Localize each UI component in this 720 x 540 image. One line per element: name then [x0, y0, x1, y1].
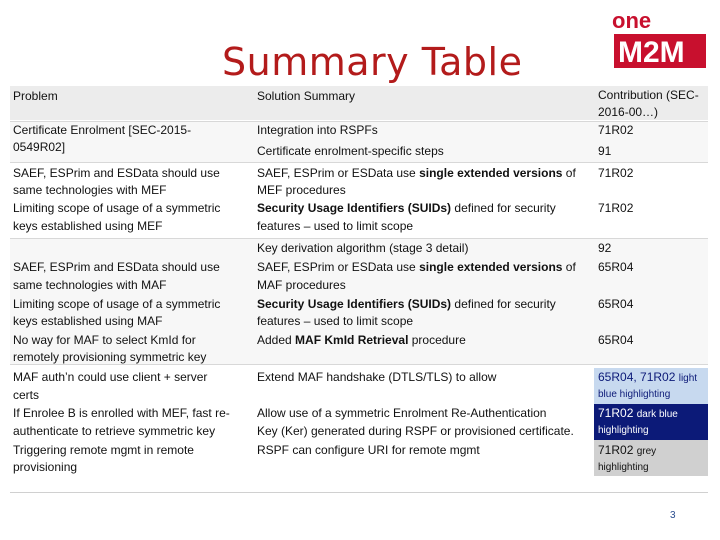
solution-text: features – used to limit scope: [257, 314, 414, 328]
problem-line: 0549R02]: [13, 140, 66, 154]
solution-text: Key (Ker) generated during RSPF or provisioned certificate.: [257, 424, 574, 438]
contribution-value: 91: [598, 144, 612, 158]
solution-text: Security Usage Identifiers (SUIDs) defined for security: [257, 201, 556, 215]
problem-line: remotely provisioning symmetric key: [13, 350, 207, 364]
solution-text: MAF procedures: [257, 278, 346, 292]
solution-text: Extend MAF handshake (DTLS/TLS) to allow: [257, 370, 497, 384]
contribution-value: 65R04: [598, 260, 634, 274]
problem-line: authenticate to retrieve symmetric key: [13, 424, 216, 438]
contribution-note: highlighting: [598, 462, 649, 473]
contribution-value: 71R02: [598, 123, 634, 137]
page-number: 3: [670, 510, 676, 521]
problem-line: same technologies with MAF: [13, 278, 167, 292]
solution-text: MEF procedures: [257, 183, 346, 197]
row-divider: [10, 238, 708, 239]
header-solution: Solution Summary: [257, 89, 356, 103]
page-title: Summary Table: [222, 40, 523, 84]
logo-text-bottom: M2M: [618, 36, 685, 69]
problem-line: keys established using MEF: [13, 219, 163, 233]
problem-line: Triggering remote mgmt in remote: [13, 443, 194, 457]
problem-line: MAF auth’n could use client + server: [13, 370, 208, 384]
contribution-value: 65R04: [598, 297, 634, 311]
problem-line: No way for MAF to select KmId for: [13, 333, 196, 347]
contribution-value: 65R04, 71R02 light: [598, 370, 698, 384]
problem-line: provisioning: [13, 460, 78, 474]
solution-text: SAEF, ESPrim or ESData use single extended versions of: [257, 260, 576, 274]
problem-line: Certificate Enrolment [SEC-2015-: [13, 123, 192, 137]
solution-text: Key derivation algorithm (stage 3 detail): [257, 241, 469, 255]
logo-text-top: one: [612, 8, 652, 33]
row-divider: [10, 162, 708, 163]
contribution-value: 71R02 grey: [598, 443, 657, 457]
solution-text: Security Usage Identifiers (SUIDs) defined for security: [257, 297, 556, 311]
contribution-value: 71R02: [598, 166, 634, 180]
header-contribution-line2: 2016-00…): [598, 105, 659, 119]
solution-text: SAEF, ESPrim or ESData use single extended versions of: [257, 166, 576, 180]
solution-text: RSPF can configure URI for remote mgmt: [257, 443, 480, 457]
footer-divider: [10, 492, 708, 493]
header-problem: Problem: [13, 89, 58, 103]
problem-line: SAEF, ESPrim and ESData should use: [13, 260, 220, 274]
problem-line: keys established using MAF: [13, 314, 163, 328]
problem-line: same technologies with MEF: [13, 183, 167, 197]
problem-line: certs: [13, 388, 40, 402]
problem-line: SAEF, ESPrim and ESData should use: [13, 166, 220, 180]
solution-text: features – used to limit scope: [257, 219, 414, 233]
problem-line: Limiting scope of usage of a symmetric: [13, 297, 221, 311]
solution-text: Allow use of a symmetric Enrolment Re-Authentication: [257, 406, 547, 420]
solution-text: Certificate enrolment-specific steps: [257, 144, 444, 158]
contribution-value: 71R02: [598, 201, 634, 215]
contribution-note: blue highlighting: [598, 389, 671, 400]
contribution-value: 65R04: [598, 333, 634, 347]
contribution-value: 92: [598, 241, 612, 255]
problem-line: Limiting scope of usage of a symmetric: [13, 201, 221, 215]
header-contribution-line1: Contribution (SEC-: [598, 88, 699, 102]
onem2m-logo: [612, 8, 708, 72]
contribution-note: highlighting: [598, 425, 649, 436]
contribution-value: 71R02 dark blue: [598, 406, 678, 420]
problem-line: If Enrolee B is enrolled with MEF, fast re-: [13, 406, 230, 420]
solution-text: Added MAF KmId Retrieval procedure: [257, 333, 466, 347]
solution-text: Integration into RSPFs: [257, 123, 378, 137]
